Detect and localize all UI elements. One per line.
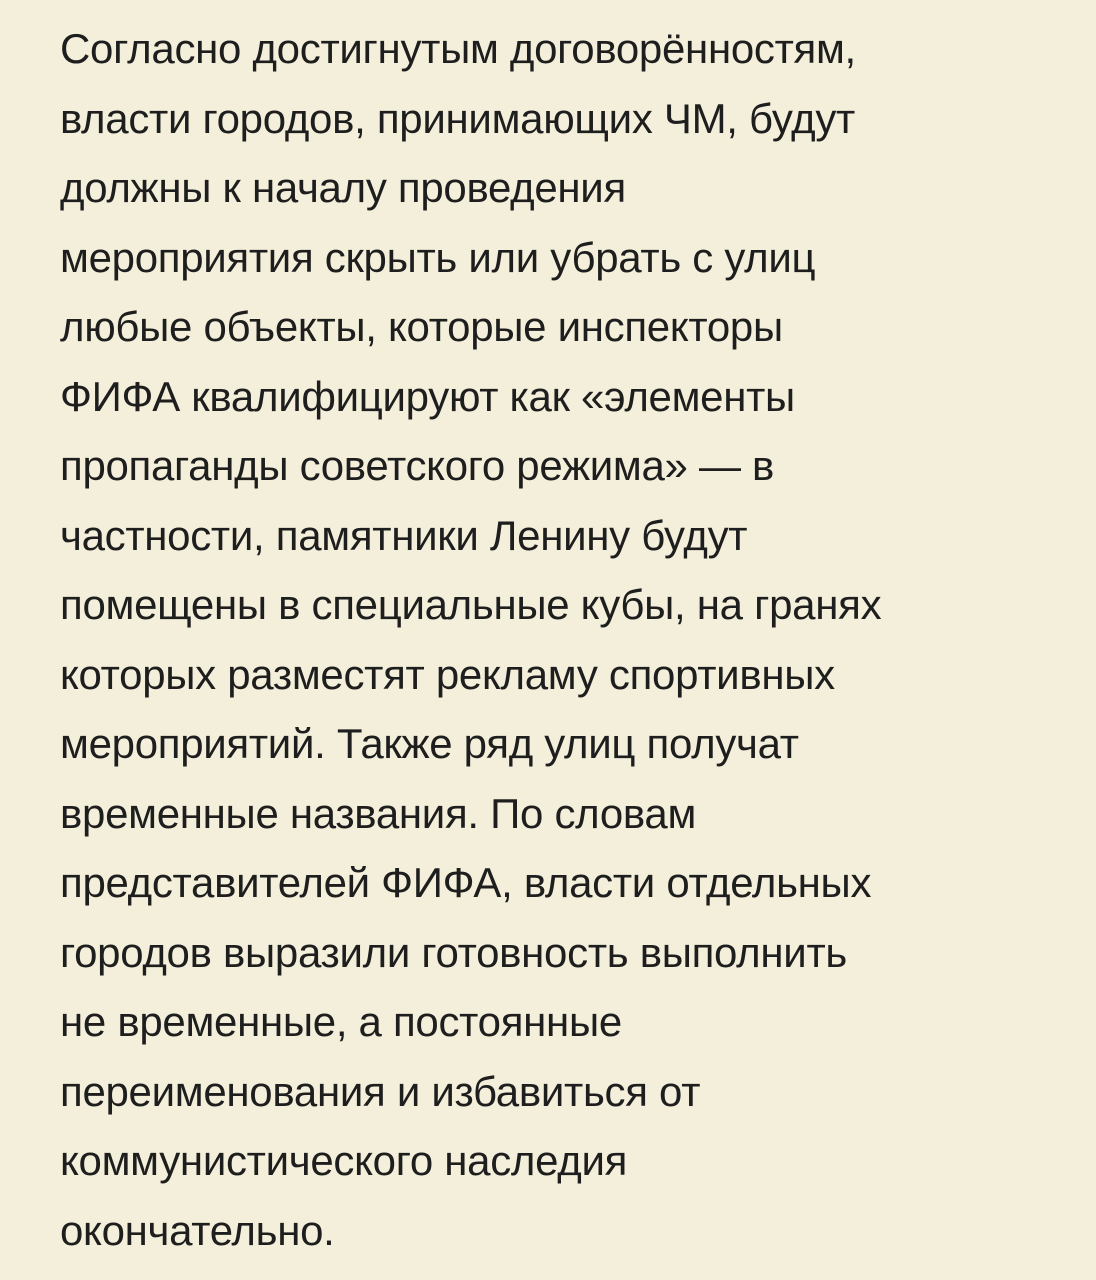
paragraph-line: власти городов, принимающих ЧМ, будут [60, 94, 855, 142]
paragraph-line: мероприятий. Также ряд улиц получат [60, 720, 799, 767]
paragraph-line: городов выразили готовность выполнить [60, 928, 847, 976]
paragraph-line: которых разместят рекламу спортивных [60, 650, 835, 698]
paragraph-line: любые объекты, которые инспекторы [60, 303, 783, 350]
paragraph-line: должны к началу проведения [60, 164, 626, 211]
paragraph-line: переименования и избавиться от [60, 1067, 701, 1115]
paragraph-line: окончательно. [60, 1206, 335, 1254]
paragraph-line: помещены в специальные кубы, на гранях [60, 581, 882, 628]
paragraph-line: Согласно достигнутым договорённостям, [60, 25, 856, 72]
paragraph-line: мероприятия скрыть или убрать с улиц [60, 233, 816, 281]
paragraph-line: временные названия. По словам [60, 789, 697, 837]
paragraph-line: представителей ФИФА, власти отдельных [60, 859, 872, 906]
paragraph-line: пропаганды советского режима» — в [60, 442, 775, 489]
article-paragraph [60, 14, 1080, 1265]
paragraph-line: коммунистического наследия [60, 1137, 628, 1184]
paragraph-line: ФИФА квалифицируют как «элементы [60, 372, 795, 420]
paragraph-line: частности, памятники Ленину будут [60, 511, 748, 559]
paragraph-line: не временные, а постоянные [60, 998, 622, 1045]
